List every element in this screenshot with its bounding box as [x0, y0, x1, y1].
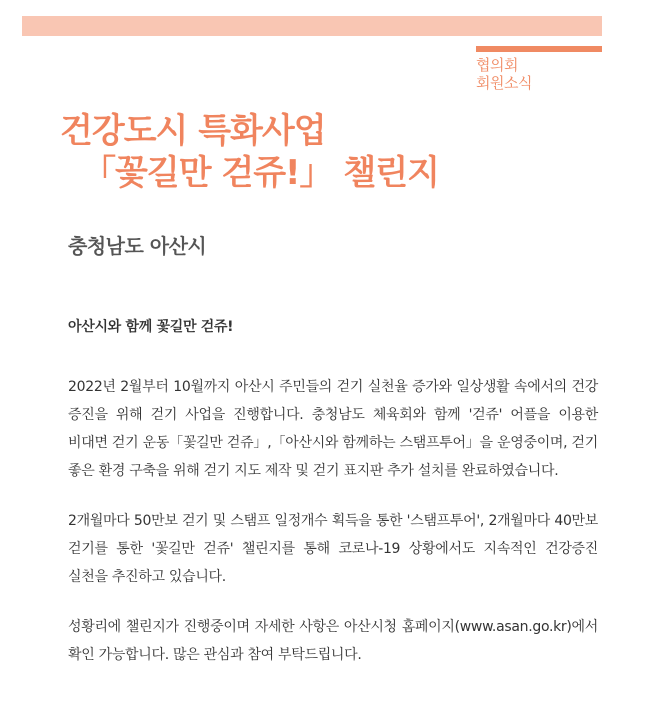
article-paragraph-1: 2022년 2월부터 10월까지 아산시 주민들의 걷기 실천율 증가와 일상생활 속에서의 건강 증진을 위해 걷기 사업을 진행합니다. 충청남도 체육회와 함께 '걷쥬' 어플을 이용한 비대면 걷기 운동「꽃길만 걷쥬」,「아산시와 함께하는 스탬프투어」을 운영중이며, 걷기 좋은 환경 구축을 위해 걷기 지도 제작 및 걷기 표지판 추가 설치를 완료하였습니다.	[68, 379, 598, 479]
article-title-line2: 「꽃길만 걷쥬!」 챌린지	[82, 153, 439, 193]
article-paragraph-3: 성황리에 챌린지가 진행중이며 자세한 사항은 아산시청 홈페이지(www.asan.go.kr)에서 확인 가능합니다. 많은 관심과 참여 부탁드립니다.	[68, 619, 598, 663]
article-subtitle: 충청남도 아산시	[68, 234, 207, 258]
article-paragraph-2: 2개월마다 50만보 걷기 및 스탬프 일정개수 획득을 통한 '스탬프투어', 2개월마다 40만보 걷기를 통한 '꽃길만 걷쥬' 챌린지를 통해 코로나-19 상황에서도 지속적인 건강증진 실천을 추진하고 있습니다.	[68, 513, 598, 585]
article-title-line1: 건강도시 특화사업	[60, 111, 326, 151]
section-label-line1: 협의회	[476, 56, 518, 74]
article-title	[60, 110, 439, 194]
section-label-line2: 회원소식	[476, 74, 532, 92]
article-body	[68, 313, 598, 691]
section-label	[476, 56, 532, 92]
section-rule	[476, 46, 602, 52]
top-decorative-band	[22, 16, 602, 36]
article-lead: 아산시와 함께 꽃길만 걷쥬!	[68, 319, 234, 335]
